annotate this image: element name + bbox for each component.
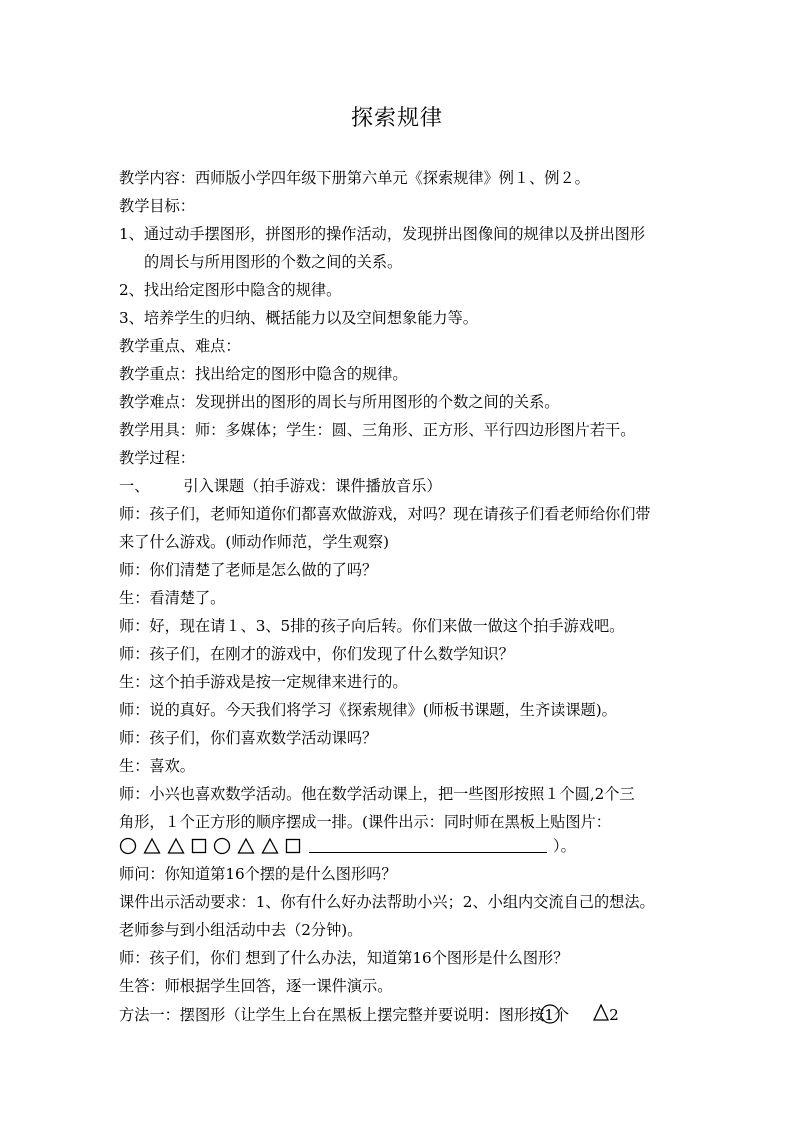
dialog-line: 师：说的真好。今天我们将学习《探索规律》(师板书课题，生齐读课题)。 (119, 701, 617, 719)
dialog-line: 角形，１个正方形的顺序摆成一排。(课件出示：同时师在黑板上贴图片： (119, 813, 611, 831)
section-1-heading (119, 476, 699, 496)
goal-3: 3、培养学生的归纳、概括能力以及空间想象能力等。 (119, 309, 478, 327)
dialog-line: 师：孩子们，你们 想到了什么办法，知道第16个图形是什么图形？ (119, 949, 569, 967)
triangle-shape-icon (167, 837, 185, 855)
unit-text: 个 (553, 1006, 570, 1024)
shape-row-close: ）。 (553, 837, 576, 855)
circled-number: 1 (544, 1005, 554, 1025)
key-points-heading: 教学重点、难点： (119, 337, 241, 355)
dialog-line: 生：喜欢。 (119, 757, 195, 775)
teaching-content: 教学内容：西师版小学四年级下册第六单元《探索规律》例１、例２。 (119, 169, 590, 187)
triangle-shape-icon (143, 837, 161, 855)
goal-2: 2、找出给定图形中隐含的规律。 (119, 281, 342, 299)
triangle-shape-icon (593, 1004, 609, 1022)
dialog-line: 来了什么游戏。(师动作师范，学生观察) (119, 533, 390, 551)
key-point: 教学重点：找出给定的图形中隐含的规律。 (119, 365, 408, 383)
section-title: 引入课题（拍手游戏：课件播放音乐） (183, 477, 442, 495)
fill-in-blank (309, 839, 547, 853)
triangle-shape-icon (237, 837, 255, 855)
teaching-goals-heading: 教学目标： (119, 197, 195, 215)
dialog-line: 生：这个拍手游戏是按一定规律来进行的。 (119, 673, 408, 691)
dialog-line: 师：好，现在请１、3、5排的孩子向后转。你们来做一做这个拍手游戏吧。 (119, 617, 625, 635)
method-one-line (119, 1004, 699, 1025)
dialog-line: 老师参与到小组活动中去（2分钟)。 (119, 921, 363, 939)
dialog-line: 师问：你知道第16个摆的是什么图形吗？ (119, 865, 397, 883)
shape-sequence (119, 836, 699, 856)
dialog-line: 师：孩子们，你们喜欢数学活动课吗？ (119, 729, 378, 747)
square-shape-icon (285, 837, 301, 855)
dialog-line: 师：孩子们，在刚才的游戏中，你们发现了什么数学知识？ (119, 645, 514, 663)
dialog-line: 师：你们清楚了老师是怎么做的了吗？ (119, 561, 378, 579)
difficult-point: 教学难点：发现拼出的图形的周长与所用图形的个数之间的关系。 (119, 393, 560, 411)
teaching-tools: 教学用具：师：多媒体；学生：圆、三角形、正方形、平行四边形图片若干。 (119, 421, 636, 439)
dialog-line: 师：小兴也喜欢数学活动。他在数学活动课上，把一些图形按照１个圆,2个三 (119, 785, 635, 803)
activity-requirements: 课件出示活动要求：1、你有什么好办法帮助小兴；2、小组内交流自己的想法。 (119, 893, 655, 911)
goal-1: 1、通过动手摆图形，拼图形的操作活动，发现拼出图像间的规律以及拼出图形 (119, 225, 646, 243)
triangle-shape-icon (261, 837, 279, 855)
teaching-process-heading: 教学过程： (119, 449, 195, 467)
dialog-line: 生答：师根据学生回答，逐一课件演示。 (119, 977, 393, 995)
dialog-line: 生：看清楚了。 (119, 589, 226, 607)
circle-shape-icon (213, 837, 231, 855)
circle-shape-icon (119, 837, 137, 855)
circle-shape-icon (539, 1003, 561, 1025)
method-one-text: 方法一：摆图形（让学生上台在黑板上摆完整并要说明：图形按 (119, 1006, 545, 1024)
dialog-line: 师：孩子们，老师知道你们都喜欢做游戏，对吗？现在请孩子们看老师给你们带 (119, 505, 651, 523)
page-title: 探索规律 (350, 106, 443, 131)
square-shape-icon (191, 837, 207, 855)
count-number: 2 (609, 1006, 619, 1024)
section-number: 一、 (119, 477, 150, 495)
goal-1-cont: 的周长与所用图形的个数之间的关系。 (144, 253, 403, 271)
